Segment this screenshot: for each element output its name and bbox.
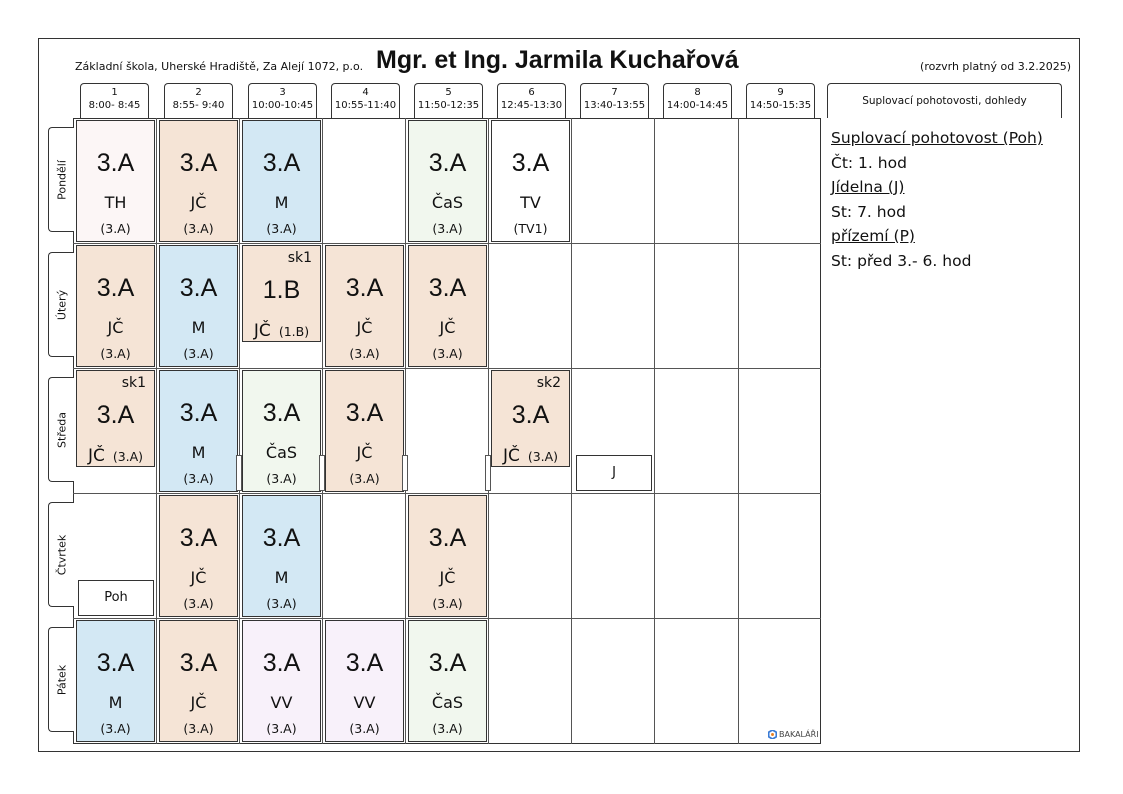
lesson-subject: ČaS	[431, 193, 464, 212]
lesson-subject: TV	[520, 193, 541, 212]
lesson-class: 3.A	[96, 274, 135, 302]
lesson-class: 3.A	[179, 649, 218, 677]
period-header: 8 14:00-14:45	[663, 83, 732, 118]
lesson-room: (3.A)	[432, 596, 463, 611]
lesson-subject: M	[191, 443, 206, 462]
lesson-cell[interactable]	[325, 245, 404, 367]
grid-line	[239, 118, 240, 744]
lesson-class: 3.A	[511, 401, 550, 429]
lesson-subject-room: JČ (3.A)	[87, 446, 144, 466]
lesson-cell[interactable]	[159, 245, 238, 367]
lesson-class: 3.A	[179, 274, 218, 302]
period-header: 5 11:50-12:35	[414, 83, 483, 118]
lesson-subject: VV	[270, 693, 293, 712]
lesson-cell[interactable]	[159, 620, 238, 742]
lesson-room: (3.A)	[183, 221, 214, 236]
grid-line	[73, 493, 821, 494]
lesson-class: 3.A	[96, 649, 135, 677]
school-name: Základní škola, Uherské Hradiště, Za Alejí 1072, p.o.	[75, 60, 364, 73]
lesson-cell-group[interactable]	[242, 245, 321, 342]
lesson-cell[interactable]	[325, 370, 404, 492]
duty-column-header: Suplovací pohotovosti, dohledy	[827, 83, 1062, 118]
lesson-room: (3.A)	[266, 721, 297, 736]
duty-ground-floor-time: St: před 3.- 6. hod	[831, 251, 972, 270]
lesson-class: 3.A	[262, 524, 301, 552]
lesson-room: (3.A)	[266, 596, 297, 611]
grid-line	[156, 118, 157, 744]
lesson-subject: ČaS	[265, 443, 298, 462]
lesson-subject: JČ	[356, 318, 373, 337]
lesson-cell[interactable]	[159, 120, 238, 242]
lesson-class: 3.A	[262, 149, 301, 177]
duty-standby-title: Suplovací pohotovost (Poh)	[831, 129, 1043, 147]
period-header: 4 10:55-11:40	[331, 83, 400, 118]
lesson-class: 3.A	[428, 149, 467, 177]
bakalari-logo: BAKALÁŘI	[768, 730, 819, 739]
lesson-cell[interactable]	[491, 120, 570, 242]
grid-line	[571, 118, 572, 744]
lesson-cell-group[interactable]	[76, 370, 155, 467]
lesson-room: (3.A)	[349, 721, 380, 736]
lesson-room: (3.A)	[100, 721, 131, 736]
lesson-subject: JČ	[439, 568, 456, 587]
lesson-subject: TH	[104, 193, 127, 212]
valid-from: (rozvrh platný od 3.2.2025)	[920, 60, 1071, 73]
lesson-room: (3.A)	[432, 221, 463, 236]
lesson-class: 3.A	[345, 649, 384, 677]
lesson-subject: M	[274, 568, 289, 587]
lesson-cell-group[interactable]	[491, 370, 570, 467]
period-header: 6 12:45-13:30	[497, 83, 566, 118]
lesson-subject: ČaS	[431, 693, 464, 712]
lesson-room: (3.A)	[183, 471, 214, 486]
lesson-class: 3.A	[179, 149, 218, 177]
lesson-subject: M	[108, 693, 123, 712]
lesson-room: (3.A)	[183, 346, 214, 361]
lesson-cell[interactable]	[242, 370, 321, 492]
lesson-room: (3.A)	[100, 221, 131, 236]
lesson-cell[interactable]	[76, 120, 155, 242]
hall-duty-marker	[402, 455, 408, 491]
lesson-cell[interactable]	[408, 120, 487, 242]
hall-duty-marker	[485, 455, 491, 491]
lesson-class: 1.B	[262, 276, 301, 304]
lesson-cell[interactable]	[408, 245, 487, 367]
lesson-subject: M	[191, 318, 206, 337]
hall-duty-marker	[319, 455, 325, 491]
lesson-class: 3.A	[345, 399, 384, 427]
lesson-cell[interactable]	[76, 245, 155, 367]
lesson-class: 3.A	[179, 524, 218, 552]
lesson-room: (3.A)	[266, 471, 297, 486]
lesson-room: (3.A)	[183, 596, 214, 611]
lesson-cell[interactable]	[76, 620, 155, 742]
lesson-room: (TV1)	[513, 221, 548, 236]
period-header: 7 13:40-13:55	[580, 83, 649, 118]
day-label-tuesday: Úterý	[48, 252, 74, 357]
grid-line	[73, 368, 821, 369]
lesson-room: (3.A)	[432, 346, 463, 361]
grid-line	[405, 118, 406, 744]
lesson-group: sk1	[121, 375, 146, 391]
lesson-subject: JČ	[107, 318, 124, 337]
grid-line	[488, 118, 489, 744]
lesson-cell[interactable]	[159, 370, 238, 492]
day-label-thursday: Čtvrtek	[48, 502, 74, 607]
lesson-class: 3.A	[96, 149, 135, 177]
period-header: 1 8:00- 8:45	[80, 83, 149, 118]
lesson-class: 3.A	[428, 649, 467, 677]
lesson-cell[interactable]	[408, 495, 487, 617]
duty-canteen-time: St: 7. hod	[831, 202, 906, 221]
grid-line	[738, 118, 739, 744]
day-label-wednesday: Středa	[48, 377, 74, 482]
duty-mark-standby[interactable]: Poh	[78, 580, 154, 616]
duty-canteen-title: Jídelna (J)	[831, 178, 905, 196]
lesson-subject-room: JČ (3.A)	[502, 446, 559, 466]
lesson-subject: JČ	[190, 568, 207, 587]
lesson-group: sk1	[287, 250, 312, 266]
lesson-group: sk2	[536, 375, 561, 391]
bakalari-logo-icon	[768, 730, 777, 739]
lesson-room: (3.A)	[183, 721, 214, 736]
lesson-subject: M	[274, 193, 289, 212]
lesson-class: 3.A	[428, 274, 467, 302]
lesson-subject-room: JČ (1.B)	[253, 321, 310, 341]
lesson-room: (3.A)	[266, 221, 297, 236]
day-label-friday: Pátek	[48, 627, 74, 732]
lesson-subject: JČ	[190, 693, 207, 712]
lesson-cell[interactable]	[242, 620, 321, 742]
duty-ground-floor-title: přízemí (P)	[831, 227, 915, 245]
lesson-class: 3.A	[345, 274, 384, 302]
lesson-subject: JČ	[190, 193, 207, 212]
lesson-class: 3.A	[262, 649, 301, 677]
duty-mark-canteen[interactable]: J	[576, 455, 652, 491]
grid-line	[654, 118, 655, 744]
lesson-room: (3.A)	[432, 721, 463, 736]
lesson-subject: VV	[353, 693, 376, 712]
grid-line	[73, 618, 821, 619]
lesson-class: 3.A	[428, 524, 467, 552]
day-label-monday: Pondělí	[48, 127, 74, 232]
duties-panel	[831, 126, 1043, 273]
lesson-cell[interactable]	[325, 620, 404, 742]
period-header: 9 14:50-15:35	[746, 83, 815, 118]
lesson-class: 3.A	[262, 399, 301, 427]
lesson-class: 3.A	[511, 149, 550, 177]
period-header: 2 8:55- 9:40	[164, 83, 233, 118]
hall-duty-marker	[236, 455, 242, 491]
teacher-name: Mgr. et Ing. Jarmila Kuchařová	[376, 46, 739, 74]
lesson-subject: JČ	[439, 318, 456, 337]
lesson-cell[interactable]	[159, 495, 238, 617]
lesson-cell[interactable]	[408, 620, 487, 742]
period-header: 3 10:00-10:45	[248, 83, 317, 118]
lesson-room: (3.A)	[349, 471, 380, 486]
duty-standby-time: Čt: 1. hod	[831, 153, 907, 172]
lesson-class: 3.A	[96, 401, 135, 429]
lesson-cell[interactable]	[242, 120, 321, 242]
lesson-room: (3.A)	[100, 346, 131, 361]
lesson-room: (3.A)	[349, 346, 380, 361]
grid-line	[73, 243, 821, 244]
grid-line	[322, 118, 323, 744]
lesson-subject: JČ	[356, 443, 373, 462]
lesson-cell[interactable]	[242, 495, 321, 617]
lesson-class: 3.A	[179, 399, 218, 427]
